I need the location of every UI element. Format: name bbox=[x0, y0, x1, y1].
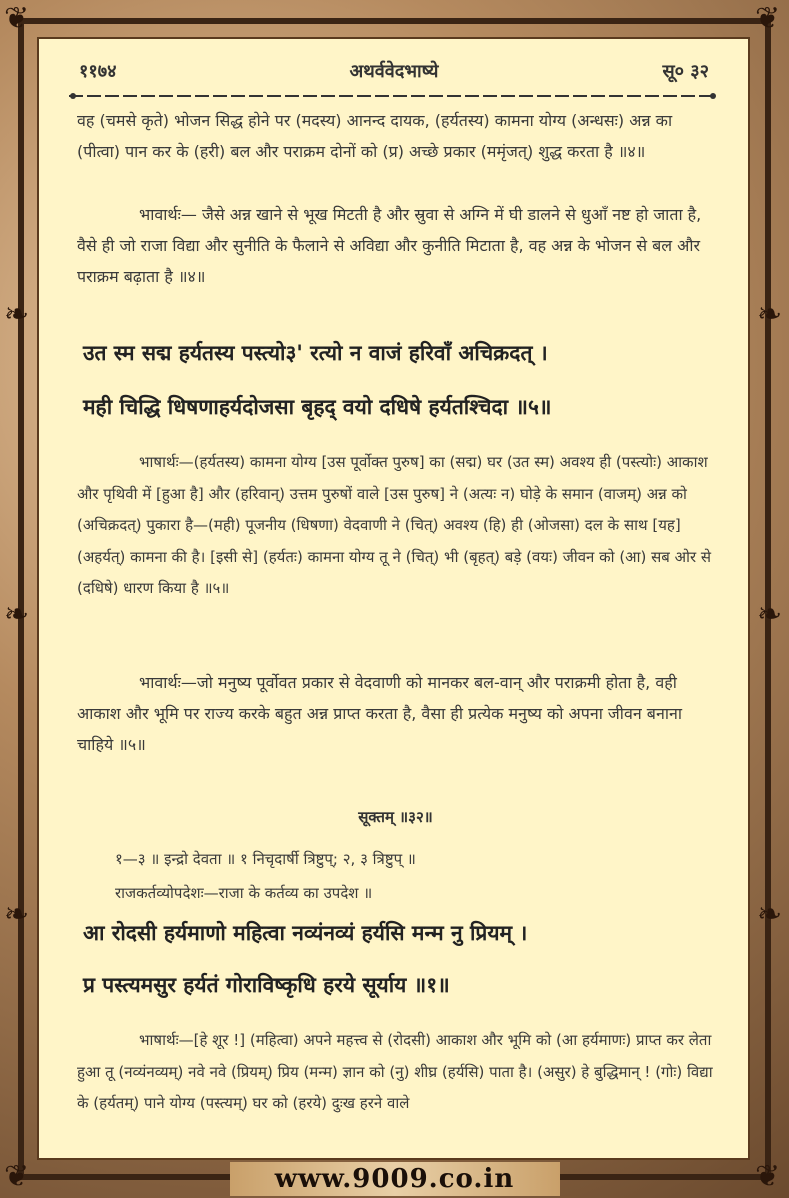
header-rule bbox=[69, 91, 717, 101]
bhavarth-paragraph: भावार्थः—जो मनुष्य पूर्वोवत प्रकार से वेदवाणी को मानकर बल-वान् और पराक्रमी होता है, वही आकाश और भूमि पर राज्य करके बहुत अन्न प्राप्त करता है, वैसा ही प्रत्येक मनुष्य को अपना जीवन बनाना चाहिये ॥५॥ bbox=[77, 673, 682, 754]
mantra-line: उत स्म सद्म हर्यतस्य पस्त्यो३' रत्यो न वाजं हरिवाँ अचिक्रदत् । bbox=[83, 341, 548, 365]
document-page bbox=[37, 37, 750, 1160]
page-header bbox=[79, 59, 709, 85]
bhasharth-paragraph: भाषार्थः—[हे शूर !] (महित्वा) अपने महत्त्व से (रोदसी) आकाश और भूमि को (आ हर्यमाणः) प्राप्त कर लेता हुआ तू (नव्यंनव्यम्) नवे नवे (प्रियम्) प्रिय (मन्म) ज्ञान को (नु) शीघ्र (हर्यसि) पाता है। (असुर) हे बुद्धिमान् ! (गोः) विद्या के (हर्यतम्) पाने योग्य (पस्त्यम्) घर को (हरये) दुःख हरने वाले bbox=[77, 1031, 713, 1112]
devata-line: १—३ ॥ इन्द्रो देवता ॥ १ निचृदार्षी त्रिष्टुप्; २, ३ त्रिष्टुप् ॥ bbox=[115, 850, 416, 868]
corner-ornament-icon: ❦ bbox=[755, 1, 781, 36]
sukta-title: सूक्तम् ॥३२॥ bbox=[358, 808, 433, 826]
upadesh-line: राजकर्तव्योपदेशः—राजा के कर्तव्य का उपदेश ॥ bbox=[115, 884, 373, 902]
book-title: अथर्ववेदभाष्ये bbox=[349, 61, 439, 82]
bhasharth-paragraph: भाषार्थः—(हर्यतस्य) कामना योग्य [उस पूर्वोक्त पुरुष] का (सद्म) घर (उत स्म) अवश्य ही (पस्त्योः) आकाश और पृथिवी में [हुआ है] और (हरिवान्) उत्तम पुरुषों वाले [उस पुरुष] ने (अत्यः न) घोड़े के समान (वाजम्) अन्न को (अचिक्रदत्) पुकारा है—(मही) पूजनीय (धिषणा) वेदवाणी ने (चित्) अवश्य (हि) ही (ओजसा) दल के साथ [यह] (अहर्यत्) कामना की है। [इसी से] (हर्यतः) कामना योग्य तू ने (चित्) भी (बृहत्) बड़े (वयः) जीवन को (आ) सब ओर से (दधिषे) धारण किया है ॥५॥ bbox=[77, 453, 711, 597]
side-ornament-icon: ❧ bbox=[4, 597, 30, 632]
side-ornament-icon: ❧ bbox=[4, 897, 30, 932]
website-url[interactable]: www.9009.co.in bbox=[274, 1164, 515, 1194]
mantra-line: आ रोदसी हर्यमाणो महित्वा नव्यंनव्यं हर्यसि मन्म नु प्रियम् । bbox=[83, 921, 528, 945]
side-ornament-icon: ❧ bbox=[4, 297, 30, 332]
bhasharth-paragraph: वह (चमसे कृते) भोजन सिद्ध होने पर (मदस्य) आनन्द दायक, (हर्यतस्य) कामना योग्य (अन्धसः) अन्न का (पीत्वा) पान कर के (हरी) बल और पराक्रम दोनों को (प्र) अच्छे प्रकार (ममृंजत्) शुद्ध करता है ॥४॥ bbox=[77, 111, 673, 161]
corner-ornament-icon: ❦ bbox=[4, 1159, 30, 1194]
section-number: सू० ३२ bbox=[662, 61, 709, 82]
page-number: ११७४ bbox=[79, 61, 117, 82]
mantra-line: प्र पस्त्यमसुर हर्यतं गोराविष्कृधि हरये सूर्याय ॥१॥ bbox=[83, 973, 450, 997]
side-ornament-icon: ❧ bbox=[757, 597, 783, 632]
side-ornament-icon: ❧ bbox=[757, 897, 783, 932]
bhavarth-paragraph: भावार्थः— जैसे अन्न खाने से भूख मिटती है और स्रुवा से अग्नि में घी डालने से धुआँ नष्ट हो जाता है, वैसे ही जो राजा विद्या और सुनीति के फैलाने से अविद्या और कुनीति मिटाता है, वह अन्न के भोजन से बल और पराक्रम बढ़ाता है ॥४॥ bbox=[77, 205, 702, 286]
corner-ornament-icon: ❦ bbox=[755, 1159, 781, 1194]
corner-ornament-icon: ❦ bbox=[4, 1, 30, 36]
mantra-line: मही चिद्धि धिषणाहर्यदोजसा बृहद् वयो दधिषे हर्यतश्चिदा ॥५॥ bbox=[83, 395, 552, 419]
side-ornament-icon: ❧ bbox=[757, 297, 783, 332]
